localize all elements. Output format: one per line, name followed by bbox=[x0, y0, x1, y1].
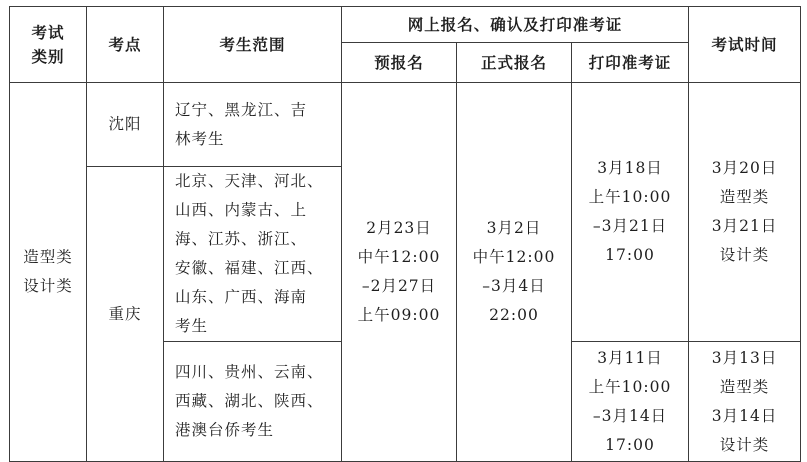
row-shenyang bbox=[10, 83, 801, 167]
formal-register-line4: 22:00 bbox=[489, 306, 539, 324]
scope-chongqing-b: 四川、贵州、云南、 西藏、湖北、陕西、 港澳台侨考生 bbox=[164, 342, 342, 462]
print-group2-line4: 17:00 bbox=[605, 435, 655, 454]
print-group2-line3: –3月14日 bbox=[592, 406, 668, 425]
header-site: 考点 bbox=[87, 7, 164, 83]
header-online-group: 网上报名、确认及打印准考证 bbox=[342, 7, 689, 43]
pre-register-line4: 上午09:00 bbox=[357, 306, 441, 324]
formal-register-line3: –3月4日 bbox=[482, 277, 546, 295]
exam-time-group1 bbox=[689, 83, 801, 342]
category-line2: 设计类 bbox=[23, 277, 73, 295]
header-category-line2: 类别 bbox=[31, 46, 65, 66]
print-group1-line4: 17:00 bbox=[605, 246, 655, 264]
print-time-group1 bbox=[572, 83, 689, 342]
pre-register-line3: –2月27日 bbox=[361, 277, 437, 295]
exam-group2-line2: 造型类 bbox=[719, 377, 770, 396]
exam-schedule-table bbox=[9, 6, 801, 462]
print-group1-line2: 上午10:00 bbox=[588, 188, 672, 206]
header-pre-register: 预报名 bbox=[342, 43, 457, 83]
print-group2-line2: 上午10:00 bbox=[588, 377, 672, 396]
exam-time-group2 bbox=[689, 342, 801, 462]
scope-shenyang: 辽宁、黑龙江、吉 林考生 bbox=[164, 83, 342, 167]
exam-group1-line3: 3月21日 bbox=[711, 217, 778, 235]
category-cell bbox=[10, 83, 87, 462]
header-category-line1: 考试 bbox=[31, 22, 65, 42]
print-group2-line1: 3月11日 bbox=[597, 348, 663, 367]
header-row-1 bbox=[10, 7, 801, 43]
print-group1-line1: 3月18日 bbox=[597, 159, 663, 177]
header-print-ticket: 打印准考证 bbox=[572, 43, 689, 83]
header-scope: 考生范围 bbox=[164, 7, 342, 83]
formal-register-line2: 中午12:00 bbox=[472, 248, 556, 266]
pre-register-line1: 2月23日 bbox=[366, 219, 432, 237]
exam-group2-line1: 3月13日 bbox=[711, 348, 778, 367]
exam-group2-line4: 设计类 bbox=[719, 435, 770, 454]
print-time-group2 bbox=[572, 342, 689, 462]
scope-chongqing-a: 北京、天津、河北、 山西、内蒙古、上 海、江苏、浙江、 安徽、福建、江西、 山东、广西、海南 考生 bbox=[164, 167, 342, 342]
header-formal-register: 正式报名 bbox=[457, 43, 572, 83]
exam-group1-line4: 设计类 bbox=[719, 246, 770, 264]
site-chongqing: 重庆 bbox=[87, 167, 164, 462]
category-line1: 造型类 bbox=[23, 248, 73, 266]
site-shenyang: 沈阳 bbox=[87, 83, 164, 167]
header-category bbox=[10, 7, 87, 83]
pre-register-time bbox=[342, 83, 457, 462]
formal-register-time bbox=[457, 83, 572, 462]
print-group1-line3: –3月21日 bbox=[592, 217, 668, 235]
pre-register-line2: 中午12:00 bbox=[357, 248, 441, 266]
exam-group1-line2: 造型类 bbox=[719, 188, 770, 206]
header-exam-time: 考试时间 bbox=[689, 7, 801, 83]
exam-group2-line3: 3月14日 bbox=[711, 406, 778, 425]
formal-register-line1: 3月2日 bbox=[486, 219, 542, 237]
exam-group1-line1: 3月20日 bbox=[711, 159, 778, 177]
